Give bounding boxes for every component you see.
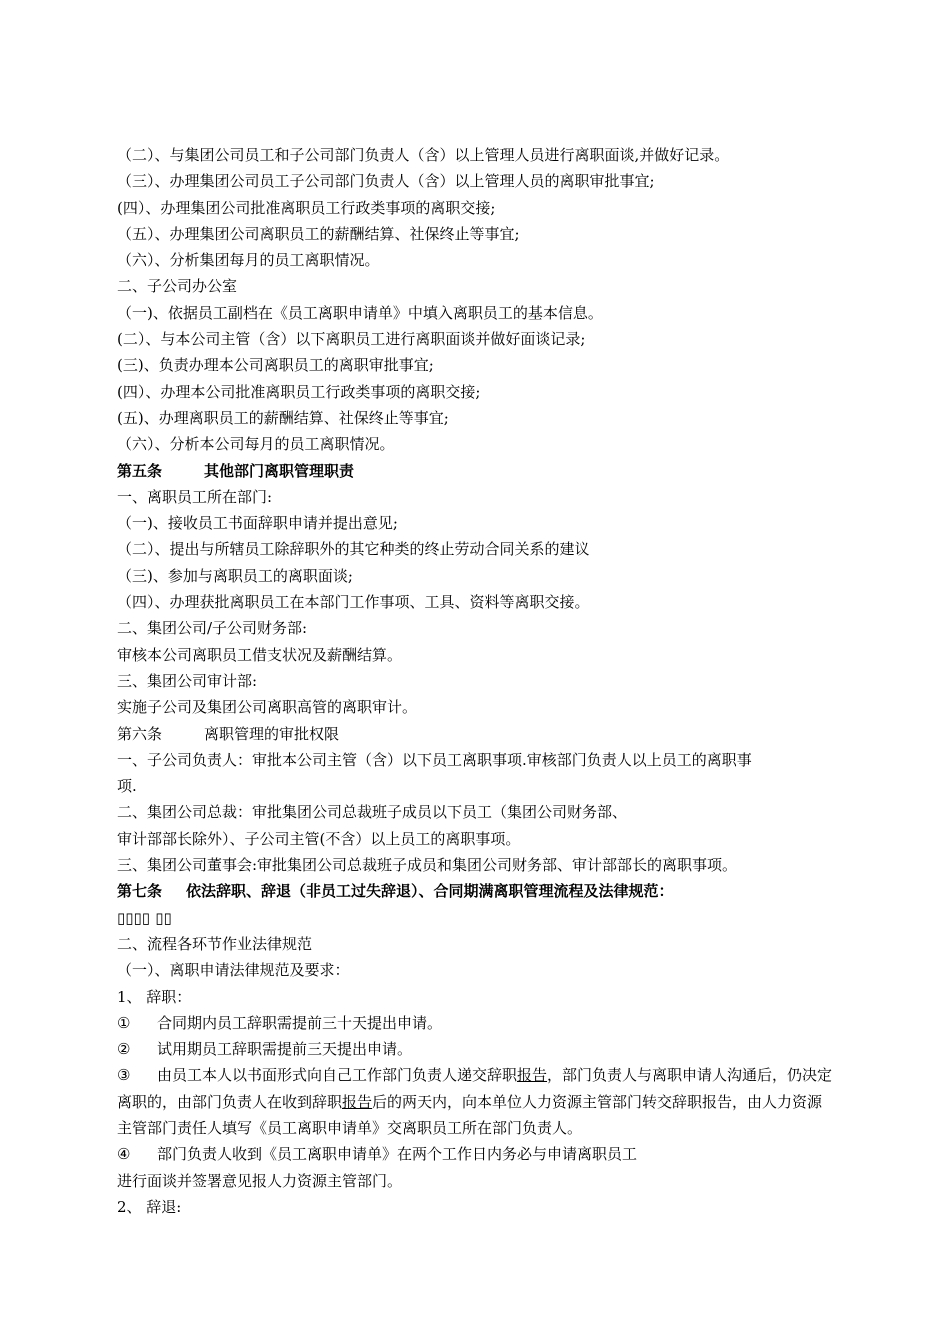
text-line: 项. bbox=[117, 777, 137, 796]
text-line: 三、集团公司审计部: bbox=[117, 671, 258, 690]
article-6-heading bbox=[117, 721, 837, 747]
item-marker: ④ bbox=[117, 1145, 131, 1164]
text-line: (四）、办理集团公司批准离职员工行政类事项的离职交接; bbox=[117, 198, 496, 217]
text-line: （二）、与集团公司员工和子公司部门负责人（含）以上管理人员进行离职面谈,并做好记录。 bbox=[117, 146, 730, 164]
text-line: 一、离职员工所在部门: bbox=[117, 487, 273, 506]
item-text: ，部门负责人与离职申请人沟通后，仍决定离职的，由部门负责人在收到辞职 bbox=[117, 1066, 833, 1111]
underlined-link-text: 报告 bbox=[342, 1092, 373, 1111]
list-item bbox=[117, 1010, 837, 1036]
item-text: 后的两天内，向本单位人力资源主管部门转交辞职报告，由人力资源主管部门责任人填写《员工离职申请单》交离职员工所在部门负责人。 bbox=[117, 1092, 823, 1137]
text-line: 审计部部长除外）、子公司主管(不含）以上员工的离职事项。 bbox=[117, 829, 521, 848]
article-title: 离职管理的审批权限 bbox=[204, 724, 340, 743]
item-marker: ③ bbox=[117, 1066, 131, 1085]
article-number: 第五条 bbox=[117, 461, 163, 480]
text-line: （六）、分析集团每月的员工离职情况。 bbox=[117, 251, 380, 270]
item-marker: ① bbox=[117, 1013, 131, 1032]
text-line: (五)、办理离职员工的薪酬结算、社保终止等事宜; bbox=[117, 408, 449, 427]
text-line: (三)、负责办理本公司离职员工的离职审批事宜; bbox=[117, 356, 434, 375]
broken-glyph-line: ▯▯▯▯ ▯▯ bbox=[117, 908, 172, 927]
text-line: 一、子公司负责人：审批本公司主管（含）以下员工离职事项.审核部门负责人以上员工的离职事 bbox=[117, 750, 752, 769]
text-line: 1、 辞职： bbox=[117, 987, 192, 1006]
item-text: 试用期员工辞职需提前三天提出申请。 bbox=[157, 1040, 413, 1059]
text-line: 二、集团公司/子公司财务部: bbox=[117, 619, 308, 638]
text-line: （六）、分析本公司每月的员工离职情况。 bbox=[117, 435, 395, 454]
article-number: 第六条 bbox=[117, 724, 163, 743]
text-line: （一)、接收员工书面辞职申请并提出意见; bbox=[117, 514, 398, 533]
text-line: 实施子公司及集团公司离职高管的离职审计。 bbox=[117, 698, 418, 717]
article-7-heading bbox=[117, 878, 837, 904]
text-line: （二）、提出与所辖员工除辞职外的其它种类的终止劳动合同关系的建议 bbox=[117, 540, 590, 559]
text-line: （三)、参加与离职员工的离职面谈; bbox=[117, 566, 353, 585]
text-line: （四）、办理获批离职员工在本部门工作事项、工具、资料等离职交接。 bbox=[117, 593, 590, 612]
text-line: （一）、离职申请法律规范及要求： bbox=[117, 961, 350, 980]
item-text: 由员工本人以书面形式向自己工作部门负责人递交辞职 bbox=[157, 1066, 518, 1085]
article-5-heading bbox=[117, 458, 837, 484]
underlined-link-text: 报告 bbox=[517, 1066, 548, 1085]
article-title: 其他部门离职管理职责 bbox=[204, 461, 355, 480]
article-title: 依法辞职、辞退（非员工过失辞退）、合同期满离职管理流程及法律规范： bbox=[186, 882, 674, 901]
text-line: （五）、办理集团公司离职员工的薪酬结算、社保终止等事宜; bbox=[117, 224, 520, 243]
text-line: 二、流程各环节作业法律规范 bbox=[117, 934, 313, 953]
item-text: 合同期内员工辞职需提前三十天提出申请。 bbox=[157, 1013, 443, 1032]
list-item bbox=[117, 1062, 837, 1141]
text-line: (二）、与本公司主管（含）以下离职员工进行离职面谈并做好面谈记录; bbox=[117, 330, 586, 349]
item-marker: ② bbox=[117, 1040, 131, 1059]
text-line: 三、集团公司董事会:审批集团公司总裁班子成员和集团公司财务部、审计部部长的离职事项。 bbox=[117, 856, 738, 875]
document-page bbox=[117, 142, 837, 1220]
text-line: 二、集团公司总裁：审批集团公司总裁班子成员以下员工（集团公司财务部、 bbox=[117, 803, 628, 822]
list-item bbox=[117, 1141, 837, 1167]
text-line: 审核本公司离职员工借支状况及薪酬结算。 bbox=[117, 645, 403, 664]
section-heading: 二、子公司办公室 bbox=[117, 277, 238, 296]
text-line: (四）、办理本公司批准离职员工行政类事项的离职交接; bbox=[117, 382, 481, 401]
item-text: 部门负责人收到《员工离职申请单》在两个工作日内务必与申请离职员工 bbox=[157, 1145, 638, 1164]
text-line: （一)、依据员工副档在《员工离职申请单》中填入离职员工的基本信息。 bbox=[117, 303, 603, 322]
list-item bbox=[117, 1036, 837, 1062]
text-line: 进行面谈并签署意见报人力资源主管部门。 bbox=[117, 1171, 403, 1190]
article-number: 第七条 bbox=[117, 882, 163, 901]
text-line: （三）、办理集团公司员工子公司部门负责人（含）以上管理人员的离职审批事宜; bbox=[117, 172, 655, 191]
text-line: 2、 辞退: bbox=[117, 1197, 182, 1216]
